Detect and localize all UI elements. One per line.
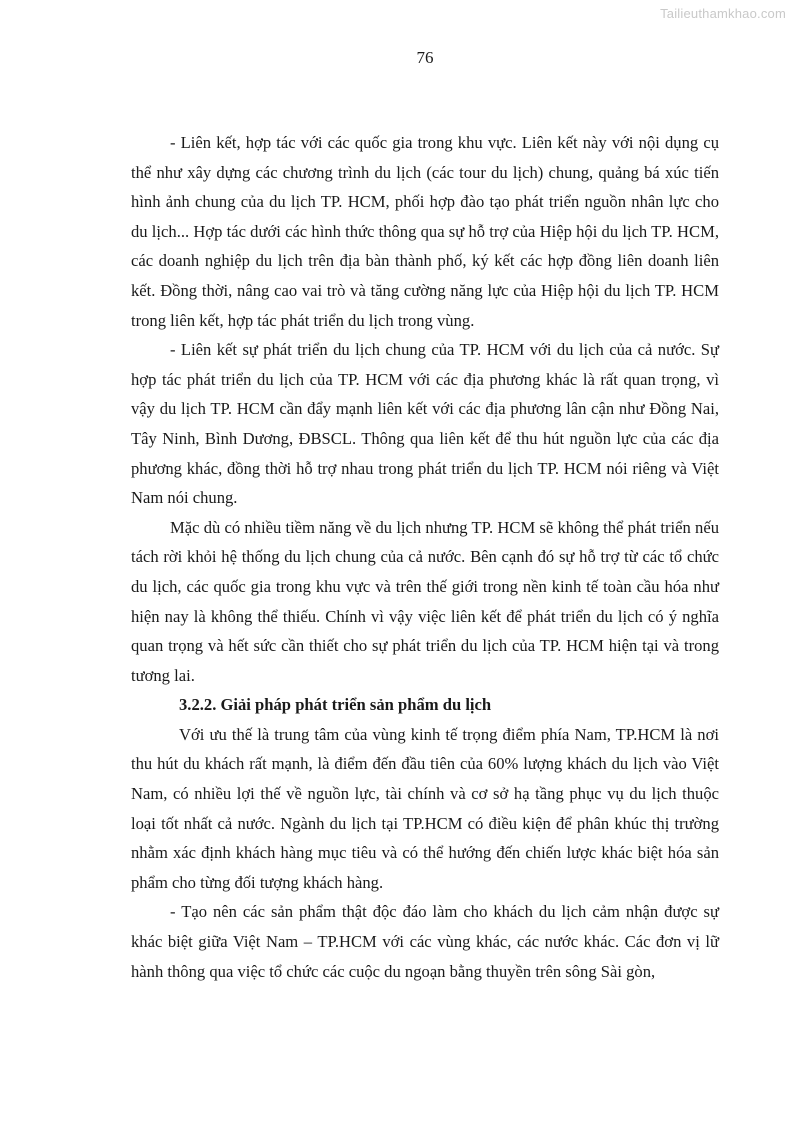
- paragraph-national-linkage: - Liên kết sự phát triển du lịch chung của TP. HCM với du lịch của cả nước. Sự hợp tác phát triển du lịch của TP. HCM với các địa phương khác là rất quan trọng, vì vậy du lịch TP. HCM cần đẩy mạnh liên kết với các địa phương lân cận như Đồng Nai, Tây Ninh, Bình Dương, ĐBSCL. Thông qua liên kết để thu hút nguồn lực của các địa phương khác, đồng thời hỗ trợ nhau trong phát triển du lịch TP. HCM nói riêng và Việt Nam nói chung.: [131, 340, 719, 508]
- paragraph-regional-cooperation: - Liên kết, hợp tác với các quốc gia trong khu vực. Liên kết này với nội dụng cụ thể như xây dựng các chương trình du lịch (các tour du lịch) chung, quảng bá xúc tiến hình ảnh chung của du lịch TP. HCM, phối hợp đào tạo phát triển nguồn nhân lực cho du lịch... Hợp tác dưới các hình thức thông qua sự hỗ trợ của Hiệp hội du lịch TP. HCM, các doanh nghiệp du lịch trên địa bàn thành phố, ký kết các hợp đồng liên doanh liên kết. Đồng thời, nâng cao vai trò và tăng cường năng lực của Hiệp hội du lịch TP. HCM trong liên kết, hợp tác phát triển du lịch trong vùng.: [131, 133, 719, 330]
- section-heading: 3.2.2. Giải pháp phát triển sản phẩm du lịch: [179, 695, 492, 715]
- page-number: 76: [416, 48, 434, 67]
- watermark-text: Tailieuthamkhao.com: [660, 6, 786, 21]
- paragraph-unique-products: - Tạo nên các sản phẩm thật độc đáo làm cho khách du lịch cảm nhận được sự khác biệt giữa Việt Nam – TP.HCM với các vùng khác, các nước khác. Các đơn vị lữ hành thông qua việc tổ chức các cuộc du ngoạn bằng thuyền trên sông Sài gòn,: [131, 902, 719, 981]
- paragraph-advantages: Với ưu thế là trung tâm của vùng kinh tế trọng điểm phía Nam, TP.HCM là nơi thu hút du khách rất mạnh, là điểm đến đầu tiên của 60% lượng khách du lịch vào Việt Nam, có nhiều lợi thế về nguồn lực, tài chính và cơ sở hạ tầng phục vụ du lịch thuộc loại tốt nhất cả nước. Ngành du lịch tại TP.HCM có điều kiện để phân khúc thị trường nhằm xác định khách hàng mục tiêu và có thể hướng đến chiến lược khác biệt hóa sản phẩm cho từng đối tượng khách hàng.: [131, 724, 719, 892]
- document-body: [131, 128, 719, 986]
- paragraph-potential: Mặc dù có nhiều tiềm năng về du lịch nhưng TP. HCM sẽ không thể phát triển nếu tách rời khỏi hệ thống du lịch chung của cả nước. Bên cạnh đó sự hỗ trợ từ các tổ chức du lịch, các quốc gia trong khu vực và trên thế giới trong nền kinh tế toàn cầu hóa như hiện nay là không thể thiếu. Chính vì vậy việc liên kết để phát triển du lịch có ý nghĩa quan trọng và hết sức cần thiết cho sự phát triển du lịch của TP. HCM hiện tại và trong tương lai.: [131, 517, 719, 685]
